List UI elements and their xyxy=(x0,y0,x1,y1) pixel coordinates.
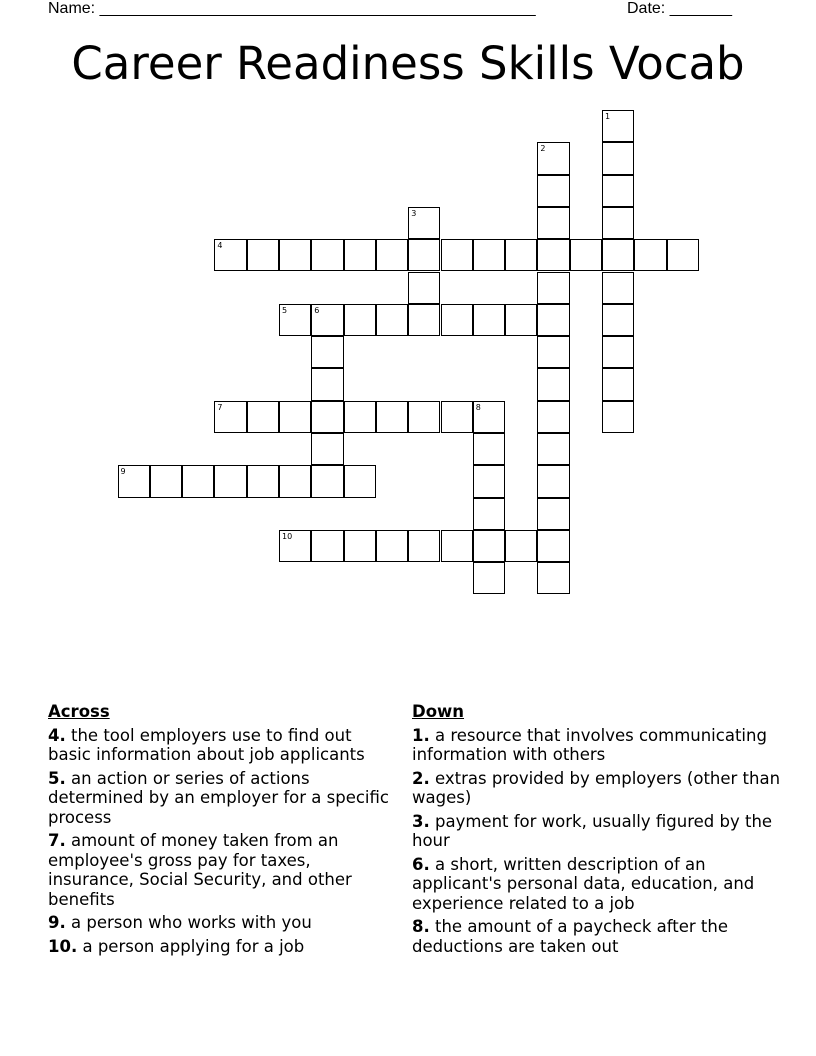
grid-cell[interactable] xyxy=(602,110,634,142)
clue-number-label: 4 xyxy=(217,241,223,251)
down-heading: Down xyxy=(412,702,465,721)
grid-cell[interactable] xyxy=(311,304,343,336)
grid-cell[interactable] xyxy=(408,207,440,239)
grid-cell[interactable] xyxy=(214,239,246,271)
grid-cell[interactable] xyxy=(602,239,634,271)
grid-cell[interactable] xyxy=(247,465,279,497)
grid-cell[interactable] xyxy=(602,272,634,304)
down-clue-list xyxy=(412,726,782,957)
grid-cell[interactable] xyxy=(408,401,440,433)
grid-cell[interactable] xyxy=(473,562,505,594)
grid-cell[interactable] xyxy=(634,239,666,271)
grid-cell[interactable] xyxy=(537,562,569,594)
grid-cell[interactable] xyxy=(537,304,569,336)
across-clue xyxy=(48,831,398,909)
grid-cell[interactable] xyxy=(537,272,569,304)
across-clue-list xyxy=(48,726,398,957)
page-title: Career Readiness Skills Vocab xyxy=(71,37,745,90)
clue-text: the amount of a paycheck after the deductions are taken out xyxy=(412,917,728,956)
clue-number: 4. xyxy=(48,725,66,745)
grid-cell[interactable] xyxy=(279,304,311,336)
clue-number-label: 9 xyxy=(120,467,126,477)
grid-cell[interactable] xyxy=(537,498,569,530)
grid-cell[interactable] xyxy=(537,401,569,433)
grid-cell[interactable] xyxy=(408,272,440,304)
clue-number-label: 7 xyxy=(217,402,223,412)
clue-number: 5. xyxy=(48,768,66,788)
down-clue xyxy=(412,726,782,765)
grid-cell[interactable] xyxy=(473,304,505,336)
clue-text: a person who works with you xyxy=(65,913,312,932)
grid-cell[interactable] xyxy=(214,465,246,497)
clue-text: a resource that involves communicating information with others xyxy=(412,725,767,764)
clue-number-label: 5 xyxy=(282,305,288,315)
grid-cell[interactable] xyxy=(408,239,440,271)
clue-number: 10. xyxy=(48,936,78,956)
across-clue xyxy=(48,913,398,933)
grid-cell[interactable] xyxy=(602,207,634,239)
grid-cell[interactable] xyxy=(473,530,505,562)
clue-number-label: 10 xyxy=(282,531,293,541)
grid-cell[interactable] xyxy=(537,465,569,497)
clue-number-label: 3 xyxy=(411,208,417,218)
grid-cell[interactable] xyxy=(537,239,569,271)
grid-cell[interactable] xyxy=(473,239,505,271)
clue-text: an action or series of actions determined by an employer for a specific process xyxy=(48,768,389,827)
grid-cell[interactable] xyxy=(602,142,634,174)
grid-cell[interactable] xyxy=(537,175,569,207)
across-clue xyxy=(48,769,398,828)
clue-number: 1. xyxy=(412,725,430,745)
clue-number-label: 2 xyxy=(540,144,546,154)
grid-cell[interactable] xyxy=(537,207,569,239)
grid-cell[interactable] xyxy=(311,465,343,497)
grid-cell[interactable] xyxy=(408,530,440,562)
grid-cell[interactable] xyxy=(279,401,311,433)
grid-cell[interactable] xyxy=(441,401,473,433)
grid-cell[interactable] xyxy=(247,239,279,271)
clue-text: the tool employers use to find out basic information about job applicants xyxy=(48,725,365,764)
clue-text: a short, written description of an applicant's personal data, education, and experience related to a job xyxy=(412,854,755,913)
down-clue xyxy=(412,812,782,851)
grid-cell[interactable] xyxy=(376,401,408,433)
clue-number-label: 6 xyxy=(314,305,320,315)
clue-number: 2. xyxy=(412,768,430,788)
clue-number-label: 1 xyxy=(605,112,611,121)
clue-number: 3. xyxy=(412,811,430,831)
clue-number: 6. xyxy=(412,854,430,874)
grid-cell[interactable] xyxy=(602,336,634,368)
grid-cell[interactable] xyxy=(344,465,376,497)
grid-cell[interactable] xyxy=(182,465,214,497)
grid-cell[interactable] xyxy=(537,336,569,368)
grid-cell[interactable] xyxy=(667,239,699,271)
grid-cell[interactable] xyxy=(602,368,634,400)
grid-cell[interactable] xyxy=(473,498,505,530)
grid-cell[interactable] xyxy=(537,530,569,562)
clue-text: amount of money taken from an employee's gross pay for taxes, insurance, Social Security, and other benefits xyxy=(48,831,352,909)
grid-cell[interactable] xyxy=(376,239,408,271)
clue-number: 7. xyxy=(48,831,66,850)
grid-cell[interactable] xyxy=(247,401,279,433)
across-clues xyxy=(48,702,398,960)
grid-cell[interactable] xyxy=(279,465,311,497)
grid-cell[interactable] xyxy=(441,304,473,336)
down-clue xyxy=(412,917,782,956)
grid-cell[interactable] xyxy=(344,401,376,433)
clue-number: 8. xyxy=(412,917,430,936)
grid-cell[interactable] xyxy=(570,239,602,271)
grid-cell[interactable] xyxy=(311,530,343,562)
grid-cell[interactable] xyxy=(279,239,311,271)
grid-cell[interactable] xyxy=(311,336,343,368)
grid-cell[interactable] xyxy=(344,239,376,271)
grid-cell[interactable] xyxy=(505,239,537,271)
clue-text: extras provided by employers (other than wages) xyxy=(412,768,781,807)
grid-cell[interactable] xyxy=(408,304,440,336)
grid-cell[interactable] xyxy=(311,401,343,433)
grid-cell[interactable] xyxy=(311,433,343,465)
clue-number-label: 8 xyxy=(475,402,481,412)
grid-cell[interactable] xyxy=(537,142,569,174)
name-field[interactable]: Name: _________________________________________________ xyxy=(48,0,536,17)
grid-cell[interactable] xyxy=(537,433,569,465)
across-clue xyxy=(48,937,398,957)
grid-cell[interactable] xyxy=(441,530,473,562)
grid-cell[interactable] xyxy=(537,368,569,400)
grid-cell[interactable] xyxy=(279,530,311,562)
grid-cell[interactable] xyxy=(602,175,634,207)
grid-cell[interactable] xyxy=(118,465,150,497)
grid-cell[interactable] xyxy=(473,433,505,465)
date-field[interactable]: Date: _______ xyxy=(627,0,732,17)
grid-cell[interactable] xyxy=(602,401,634,433)
grid-cell[interactable] xyxy=(344,304,376,336)
grid-cell[interactable] xyxy=(311,239,343,271)
grid-cell[interactable] xyxy=(505,530,537,562)
grid-cell[interactable] xyxy=(344,530,376,562)
grid-cell[interactable] xyxy=(473,401,505,433)
down-clues xyxy=(412,702,782,960)
grid-cell[interactable] xyxy=(441,239,473,271)
clue-text: a person applying for a job xyxy=(77,936,305,956)
grid-cell[interactable] xyxy=(376,530,408,562)
down-clue xyxy=(412,769,782,808)
grid-cell[interactable] xyxy=(473,465,505,497)
grid-cell[interactable] xyxy=(602,304,634,336)
grid-cell[interactable] xyxy=(311,368,343,400)
across-heading: Across xyxy=(48,702,110,721)
grid-cell[interactable] xyxy=(376,304,408,336)
grid-cell[interactable] xyxy=(505,304,537,336)
clue-number: 9. xyxy=(48,913,66,932)
grid-cell[interactable] xyxy=(150,465,182,497)
across-clue xyxy=(48,726,398,765)
clue-text: payment for work, usually figured by the hour xyxy=(412,811,773,850)
down-clue xyxy=(412,855,782,914)
grid-cell[interactable] xyxy=(214,401,246,433)
